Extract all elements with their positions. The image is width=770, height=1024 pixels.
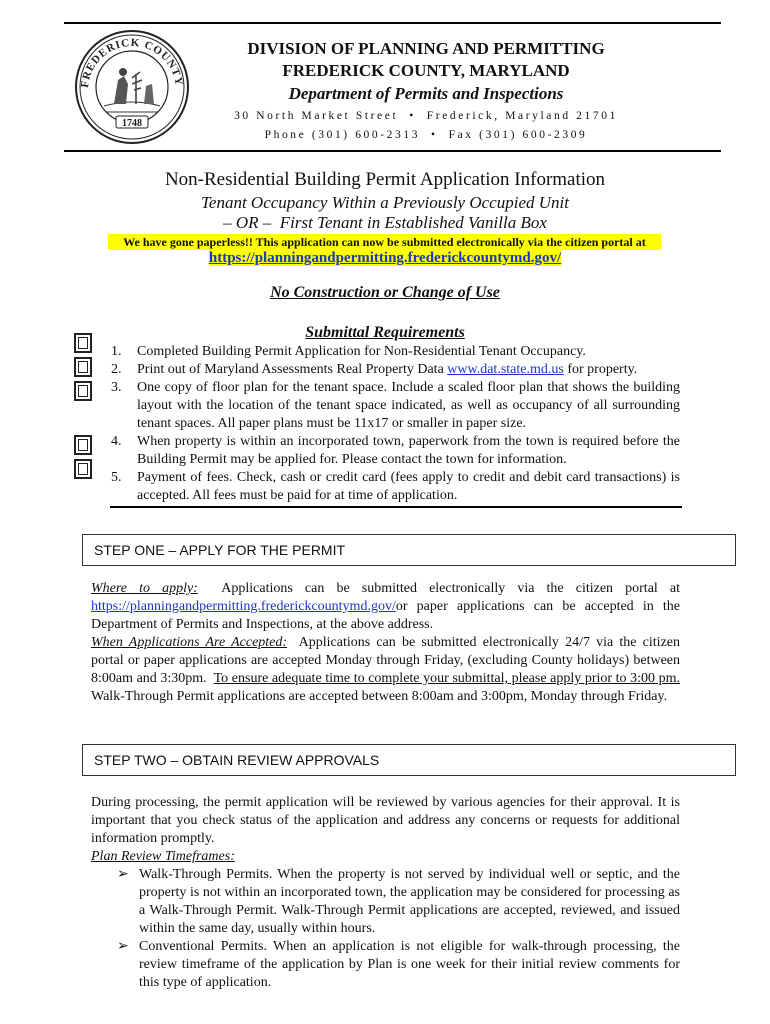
step-one-body: Where to apply: Applications can be submitted electronically via the citizen portal at https://planningandpermitting.frederickcountymd.gov/or paper applications can be accepted in the Department of Permits and Inspections, at the above address. When Applications Are Accepted: Applications can be submitted electronically 24/7 via the citizen portal or paper applications are accepted Monday through Friday, (excluding County holidays) between 8:00am and 3:30pm. To ensure adequate time to complete your submittal, please apply prior to 3:00 pm. Walk-Through Permit applications are accepted between 8:00am and 3:00pm, Monday through Friday. bbox=[91, 581, 687, 704]
checkbox-req-5[interactable] bbox=[74, 459, 92, 479]
plan-review-timeframes-label: Plan Review Timeframes: bbox=[91, 849, 235, 864]
division-title: DIVISION OF PLANNING AND PERMITTING bbox=[247, 39, 605, 58]
when-accepted-label: When Applications Are Accepted: bbox=[91, 635, 288, 650]
arrow-bullet-icon: ➢ bbox=[117, 939, 129, 954]
checkbox-req-4[interactable] bbox=[74, 435, 92, 455]
submittal-requirements-heading: Submittal Requirements bbox=[305, 324, 465, 341]
header-bottom-rule bbox=[64, 150, 721, 152]
requirement-item: 4. When property is within an incorporated town, paperwork from the town is required before the Building Permit may be applied for. Please contact the town for information. bbox=[111, 434, 680, 467]
step-two-box bbox=[82, 744, 736, 776]
requirements-rule bbox=[110, 506, 682, 508]
step-two-heading: STEP TWO – OBTAIN REVIEW APPROVALS bbox=[94, 752, 380, 768]
subtitle-vanilla-box: – OR – First Tenant in Established Vanilla Box bbox=[223, 213, 547, 232]
dat-state-link[interactable]: www.dat.state.md.us bbox=[447, 362, 564, 377]
where-to-apply-label: Where to apply: bbox=[91, 581, 198, 596]
requirements-list bbox=[111, 343, 680, 505]
address-line: 30 North Market Street • Frederick, Maryland 21701 bbox=[234, 110, 618, 122]
department-title: Department of Permits and Inspections bbox=[288, 84, 564, 103]
portal-link-line bbox=[0, 250, 770, 267]
portal-link-inline[interactable]: https://planningandpermitting.frederickcountymd.gov/ bbox=[91, 599, 396, 614]
header-top-rule bbox=[64, 22, 721, 24]
phone-fax-line: Phone (301) 600-2313 • Fax (301) 600-2309 bbox=[264, 129, 588, 141]
arrow-bullet-icon: ➢ bbox=[117, 867, 129, 882]
seal-text: FREDERICK COUNTY bbox=[78, 36, 185, 89]
paperless-text: We have gone paperless!! This application can now be submitted electronically via the citizen portal at bbox=[123, 235, 646, 249]
requirement-item: 2. Print out of Maryland Assessments Real Property Data www.dat.state.md.us for property. bbox=[111, 362, 638, 377]
requirement-item: 5. Payment of fees. Check, cash or credit card (fees apply to credit and debit card transactions) is accepted. All fees must be paid for at time of application. bbox=[111, 470, 680, 503]
step-two-body bbox=[91, 794, 680, 992]
page-title: Non-Residential Building Permit Application Information bbox=[164, 169, 606, 190]
seal-year: 1748 bbox=[122, 118, 142, 129]
requirement-item: 3. One copy of floor plan for the tenant space. Include a scaled floor plan that shows the building layout with the location of the tenant space indicated, as well as occupancy of all surrounding tenant spaces. All paper plans must be 11x17 or smaller in paper size. bbox=[111, 380, 680, 431]
requirement-item: 1. Completed Building Permit Application for Non-Residential Tenant Occupancy. bbox=[111, 344, 586, 359]
portal-link[interactable]: https://planningandpermitting.frederickcountymd.gov/ bbox=[208, 250, 562, 266]
no-construction-heading: No Construction or Change of Use bbox=[270, 284, 500, 301]
step-one-box bbox=[82, 534, 736, 566]
subtitle-tenant: Tenant Occupancy Within a Previously Occupied Unit bbox=[201, 193, 569, 212]
checkbox-req-3[interactable] bbox=[74, 381, 92, 401]
checkbox-req-2[interactable] bbox=[74, 357, 92, 377]
checkbox-req-1[interactable] bbox=[74, 333, 92, 353]
list-item: ➢ Conventional Permits. When an application is not eligible for walk-through processing, the review timeframe of the application by Plan is one week for their initial review comments for this type of application. bbox=[117, 939, 680, 990]
step-two-intro: During processing, the permit application will be reviewed by various agencies for their approval. It is important that you check status of the application and address any concerns or requests for additional information promptly. bbox=[91, 795, 680, 846]
list-item: ➢ Walk-Through Permits. When the property is not served by individual well or septic, and the property is not within an incorporated town, the application may be considered for processing as a Walk-Through Permit. Walk-Through Permit applications are accepted, reviewed, and issued within the same day, usually within hours. bbox=[117, 867, 680, 936]
paperless-notice bbox=[108, 234, 661, 250]
step-one-heading: STEP ONE – APPLY FOR THE PERMIT bbox=[94, 542, 346, 558]
county-title: FREDERICK COUNTY, MARYLAND bbox=[282, 61, 570, 80]
